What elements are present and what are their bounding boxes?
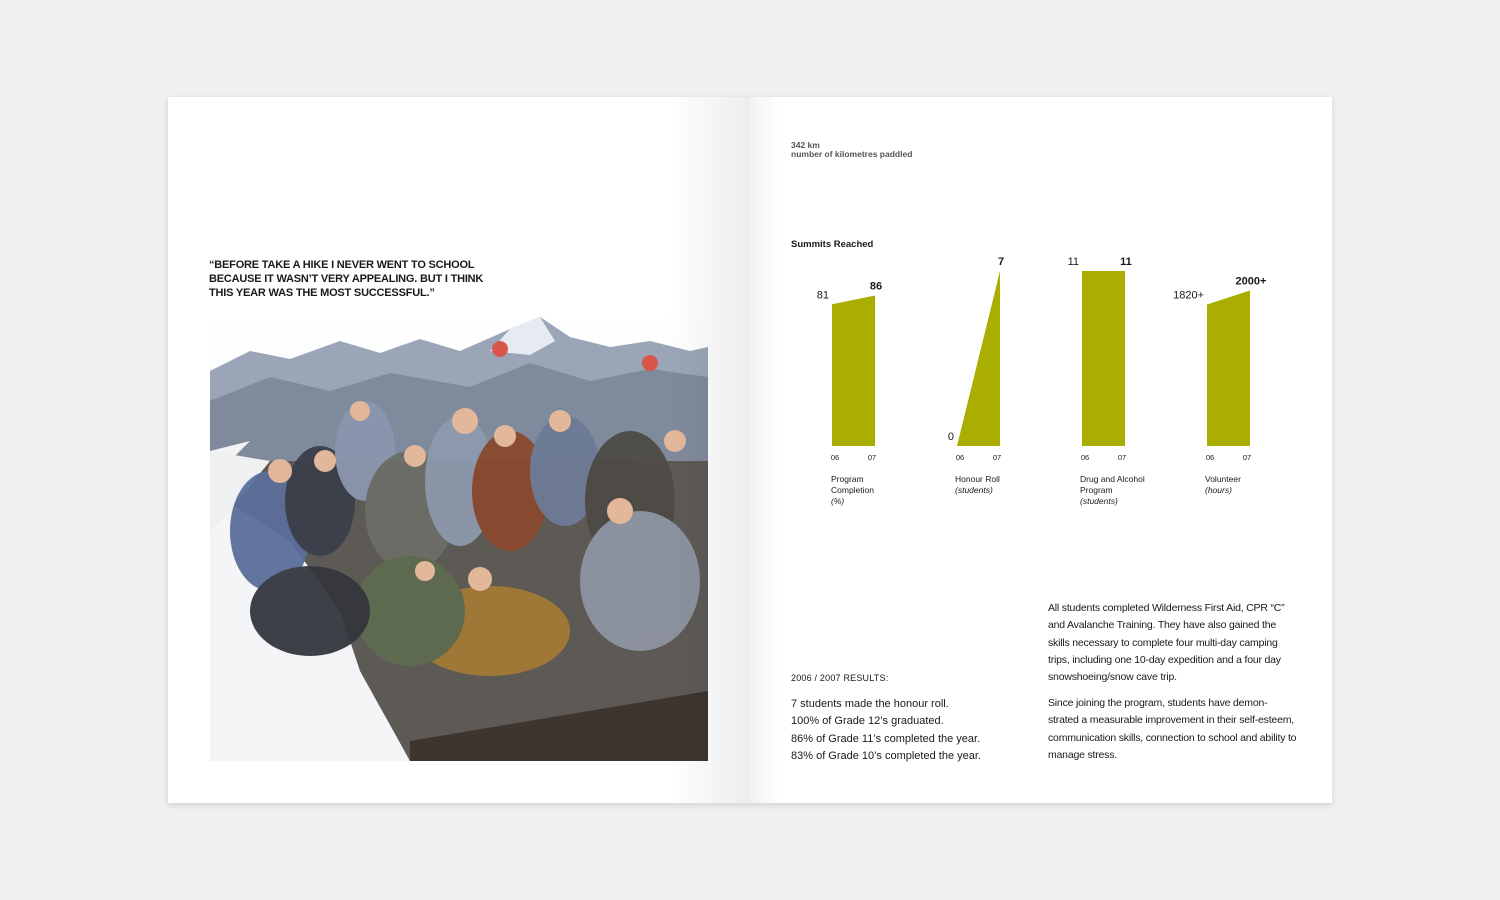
chart-category-2: [1080, 474, 1154, 507]
chart-category-0: [831, 474, 887, 507]
stat-value: 342 km: [791, 140, 820, 150]
list-item: 86% of Grade 11’s completed the year.: [791, 732, 981, 745]
x-tick-label: 06: [955, 453, 965, 462]
x-tick-label: 07: [867, 453, 877, 462]
data-label-end: 2000+: [1235, 275, 1267, 288]
data-label-end: 11: [1120, 256, 1132, 268]
left-page: [168, 97, 750, 803]
chart-title: Summits Reached: [791, 239, 874, 250]
chart-category-name: Program Completion: [831, 474, 874, 495]
chart-category-unit: (hours): [1205, 485, 1232, 495]
group-photo: [210, 311, 708, 761]
data-label-start: 11: [1067, 256, 1079, 268]
x-tick-label: 07: [1242, 453, 1252, 462]
mountain-group-photo-icon: [210, 311, 708, 761]
x-tick-label: 07: [1117, 453, 1127, 462]
summits-chart: [791, 256, 1291, 462]
chart-category-unit: (%): [831, 496, 845, 506]
list-item: 83% of Grade 10’s completed the year.: [791, 749, 981, 762]
list-item: 7 students made the honour roll.: [791, 698, 949, 710]
results-list: [791, 696, 981, 765]
x-tick-label: 06: [1205, 453, 1215, 462]
data-label-start: 81: [816, 289, 829, 302]
chart-category-unit: (students): [1080, 496, 1118, 506]
gutter-shadow-right: [750, 97, 780, 803]
x-tick-label: 07: [992, 453, 1002, 462]
body-paragraph-2: Since joining the program, students have demon-strated a measurable improvement in their self-esteem, communication skills, connection to school and ability to manage stress.: [1048, 697, 1297, 761]
results-heading: 2006 / 2007 RESULTS:: [791, 673, 889, 683]
gutter-shadow: [668, 97, 750, 803]
data-label-start: 1820+: [1173, 289, 1204, 302]
x-tick-label: 06: [830, 453, 840, 462]
chart-area-0: [832, 296, 875, 447]
chart-category-1: [955, 474, 1000, 496]
data-label-end: 7: [997, 256, 1005, 268]
chart-category-3: [1205, 474, 1241, 496]
chart-area-2: [1082, 271, 1125, 446]
list-item: 100% of Grade 12’s graduated.: [791, 715, 944, 728]
chart-category-name: Volunteer: [1205, 474, 1241, 484]
data-label-start: 0: [947, 431, 954, 443]
chart-category-unit: (students): [955, 485, 993, 495]
data-label-end: 86: [869, 280, 883, 293]
brochure-spread: [168, 97, 1332, 803]
chart-category-name: Honour Roll: [955, 474, 1000, 484]
chart-area-3: [1207, 290, 1250, 446]
pull-quote: “BEFORE TAKE A HIKE I NEVER WENT TO SCHOOL BECAUSE IT WASN’T VERY APPEALING. BUT I THINK THIS YEAR WAS THE MOST SUCCESSFUL.”: [209, 259, 484, 299]
chart-category-name: Drug and Alcohol Program: [1080, 474, 1145, 495]
x-tick-label: 06: [1080, 453, 1090, 462]
chart-area-1: [957, 271, 1000, 446]
stat-label: number of kilometres paddled: [791, 149, 913, 159]
stat-kicker: [791, 141, 912, 159]
body-paragraph-1: All students completed Wilderness First Aid, CPR “C” and Avalanche Training. They have also gained the skills necessary to complete four multi-day camping trips, including one 10-day expedition and a four day snowshoeing/snow cave trip.: [1048, 602, 1285, 684]
